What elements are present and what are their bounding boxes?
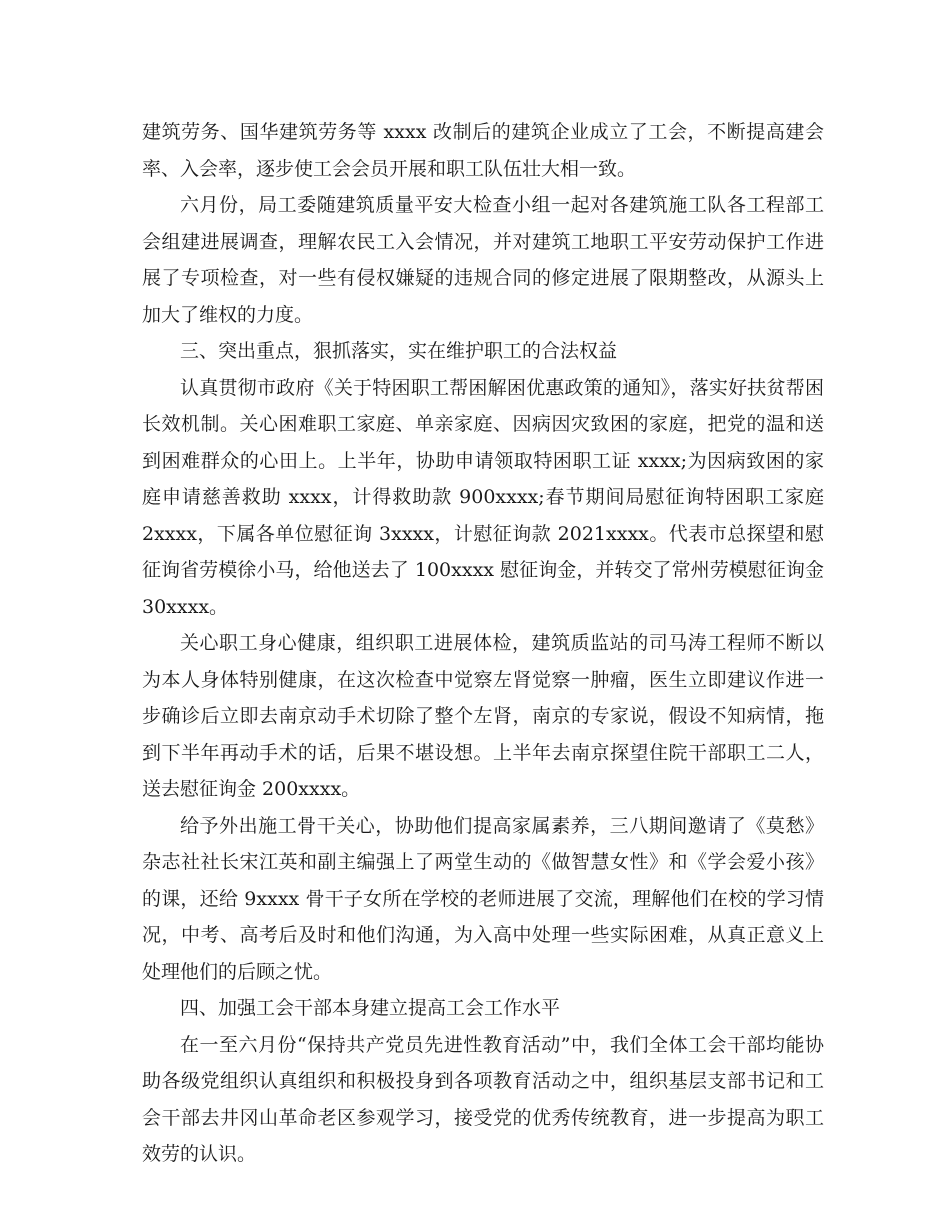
paragraph-june-inspection: 六月份，局工委随建筑质量平安大检查小组一起对各建筑施工队各工程部工会组建进展调查，理解农民工入会情况，并对建筑工地职工平安劳动保护工作进展了专项检查，对一些有侵权嫌疑的违规合同的修定进展了限期整改，从源头上加大了维权的力度。 (142, 194, 824, 326)
paragraph-poverty-relief: 认真贯彻市政府《关于特困职工帮困解困优惠政策的通知》，落实好扶贫帮困长效机制。关心困难职工家庭、单亲家庭、因病因灾致困的家庭，把党的温和送到困难群众的心田上。上半年，协助申请领取特困职工证 xxxx;为因病致困的家庭申请慈善救助 xxxx，计得救助款 900xxxx;春节期间局慰征询特困职工家庭 2xxxx，下属各单位慰征询 3xxxx，计慰征询款 2021xxxx。代表市总探望和慰征询省劳模徐小马，给他送去了 100xxxx 慰征询金，并转交了常州劳模慰征询金 30xxxx。 (142, 376, 824, 618)
paragraph-health-checkup: 关心职工身心健康，组织职工进展体检，建筑质监站的司马涛工程师不断以为本人身体特别健康，在这次检查中觉察左肾觉察一肿瘤，医生立即建议作进一步确诊后立即去南京动手术切除了整个左肾，南京的专家说，假设不知病情，拖到下半年再动手术的话，后果不堪设想。上半年去南京探望住院干部职工二人，送去慰征询金 200xxxx。 (142, 632, 824, 800)
section-heading-4: 四、加强工会干部本身建立提高工会工作水平 (180, 997, 561, 1019)
paragraph-family-care: 给予外出施工骨干关心，协助他们提高家属素养，三八期间邀请了《莫愁》杂志社社长宋江英和副主编强上了两堂生动的《做智慧女性》和《学会爱小孩》的课，还给 9xxxx 骨干子女所在学校的老师进展了交流，理解他们在校的学习情况，中考、高考后及时和他们沟通，为入高中处理一些实际困难，从真正意义上处理他们的后顾之忧。 (142, 814, 824, 983)
section-heading-3: 三、突出重点，狠抓落实，实在维护职工的合法权益 (180, 340, 618, 362)
document-page (142, 114, 824, 1173)
paragraph-union-membership: 建筑劳务、国华建筑劳务等 xxxx 改制后的建筑企业成立了工会，不断提高建会率、入会率，逐步使工会会员开展和职工队伍壮大相一致。 (142, 121, 824, 180)
paragraph-education-activity: 在一至六月份“保持共产党员先进性教育活动”中，我们全体工会干部均能协助各级党组织认真组织和积极投身到各项教育活动之中，组织基层支部书记和工会干部去井冈山革命老区参观学习，接受党的优秀传统教育，进一步提高为职工效劳的认识。 (142, 1033, 824, 1165)
